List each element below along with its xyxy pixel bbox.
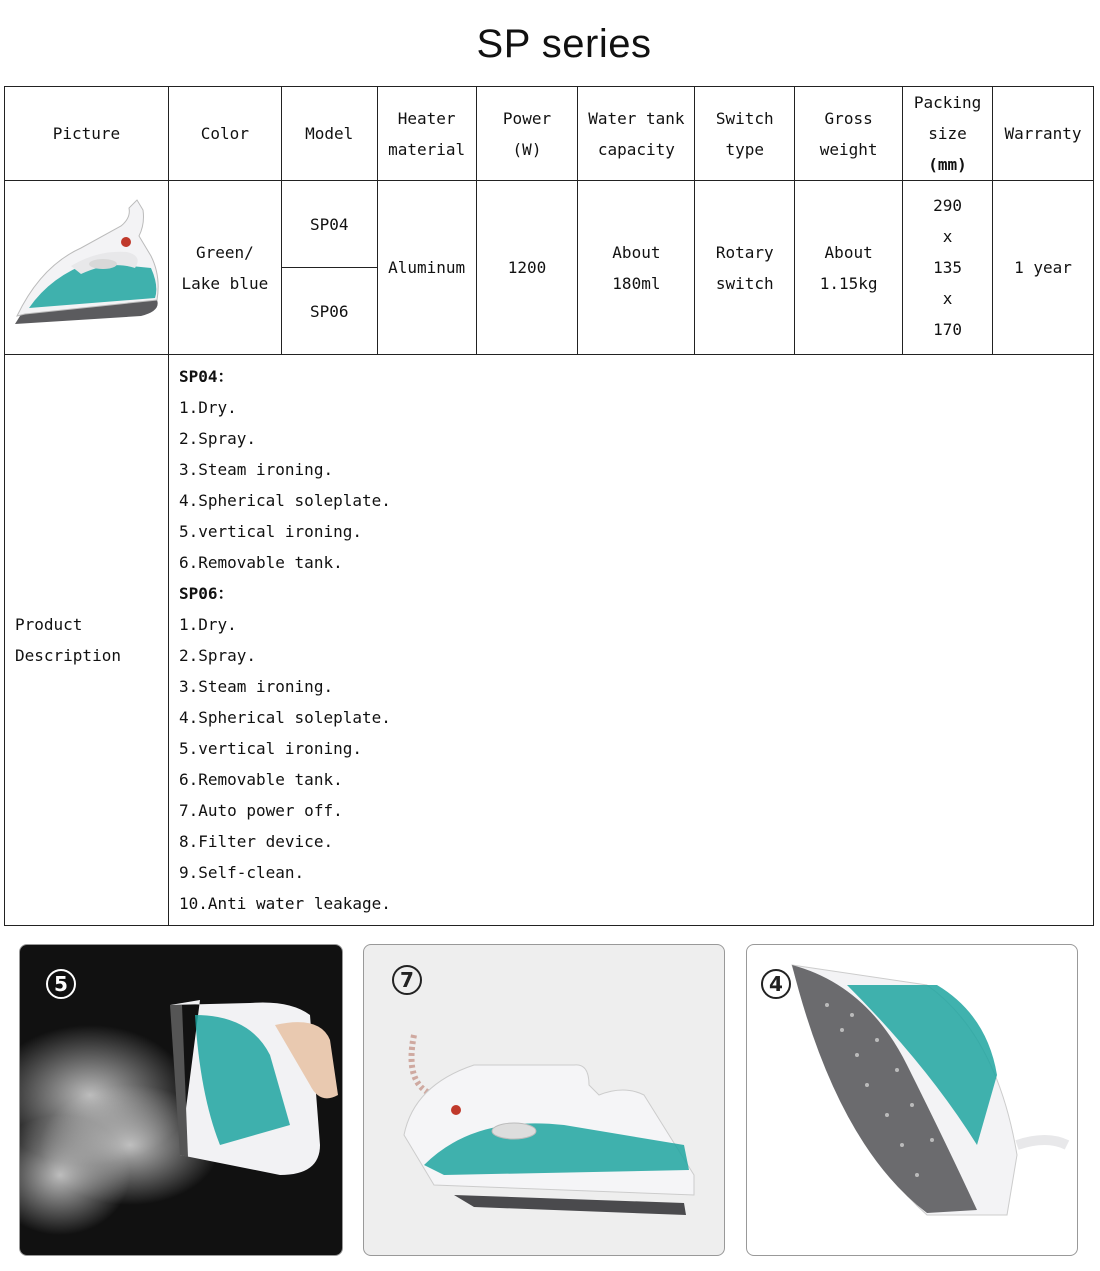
description-label-line2: Description [15, 646, 121, 665]
header-model: Model [281, 87, 377, 181]
sp04-feature: 5.vertical ironing. [178, 522, 362, 541]
packing-cell [903, 181, 993, 355]
page-title: SP series [476, 22, 652, 66]
badge-seven: 7 [392, 965, 422, 995]
header-switch [695, 87, 795, 181]
soleplate-illustration [747, 945, 1077, 1255]
color-line1: Green/ [195, 242, 254, 262]
sp04-feature: 2.Spray. [178, 429, 257, 448]
power-cell: 1200 [476, 181, 578, 355]
sp04-feature: 1.Dry. [178, 398, 237, 417]
sp06-feature: 2.Spray. [178, 646, 257, 665]
header-gross [795, 87, 903, 181]
table-row [5, 181, 1094, 268]
color-line2: Lake blue [181, 273, 269, 293]
description-label-cell [5, 355, 169, 926]
header-switch-line1: Switch [715, 108, 774, 128]
sp04-feature: 6.Removable tank. [178, 553, 343, 572]
switch-line2: switch [715, 273, 774, 293]
tank-cell [578, 181, 695, 355]
side-view-illustration [364, 945, 724, 1255]
sp06-feature: 10.Anti water leakage. [178, 894, 391, 913]
sp06-feature: 5.vertical ironing. [178, 739, 362, 758]
badge-five: 5 [46, 969, 76, 999]
header-switch-line2: type [725, 139, 765, 159]
tank-line2: 180ml [612, 273, 661, 293]
header-tank-line2: capacity [597, 139, 675, 159]
header-gross-line1: Gross [824, 108, 873, 128]
header-packing-line1: Packing [913, 93, 982, 112]
header-warranty: Warranty [993, 87, 1094, 181]
header-tank [578, 87, 695, 181]
heater-cell: Aluminum [377, 181, 476, 355]
sp04-feature: 3.Steam ironing. [178, 460, 334, 479]
header-packing-line3: (mm) [928, 155, 967, 174]
header-power-line1: Power [502, 108, 552, 128]
photo-steam-ironing [19, 944, 343, 1256]
pack-line2: 135 [933, 258, 962, 277]
gross-line1: About [824, 242, 873, 262]
steam-iron-thumbnail [11, 196, 161, 336]
sp06-feature: 3.Steam ironing. [178, 677, 334, 696]
header-heater [377, 87, 476, 181]
sp06-heading: SP06： [178, 584, 234, 603]
sp06-feature: 6.Removable tank. [178, 770, 343, 789]
pack-x1: x [942, 227, 953, 246]
switch-cell [695, 181, 795, 355]
model-sp04-cell: SP04 [281, 181, 377, 268]
header-heater-line2: material [388, 139, 466, 159]
sp06-feature: 7.Auto power off. [178, 801, 343, 820]
sp06-feature: 1.Dry. [178, 615, 237, 634]
sp06-feature: 9.Self-clean. [178, 863, 305, 882]
gross-cell [795, 181, 903, 355]
header-power-line2: (W) [512, 139, 542, 159]
sp06-feature: 4.Spherical soleplate. [178, 708, 391, 727]
model-sp06-cell: SP06 [281, 268, 377, 355]
sp04-feature: 4.Spherical soleplate. [178, 491, 391, 510]
product-picture-cell [5, 181, 169, 355]
header-heater-line1: Heater [397, 108, 456, 128]
switch-line1: Rotary [715, 242, 774, 262]
header-packing [903, 87, 993, 181]
warranty-cell: 1 year [993, 181, 1094, 355]
spec-table [4, 86, 1094, 926]
photo-soleplate-view [746, 944, 1078, 1256]
gross-line2: 1.15kg [819, 273, 878, 293]
pack-line3: 170 [933, 320, 962, 339]
description-row [5, 355, 1094, 926]
header-tank-line1: Water tank [588, 108, 685, 128]
header-gross-line2: weight [819, 139, 878, 159]
photo-side-view [363, 944, 725, 1256]
badge-four: 4 [761, 969, 791, 999]
pack-x2: x [942, 289, 953, 308]
description-body-cell [168, 355, 1093, 926]
header-power [476, 87, 578, 181]
color-cell [168, 181, 281, 355]
table-header-row [5, 87, 1094, 181]
header-picture: Picture [5, 87, 169, 181]
header-packing-line2: size [928, 124, 967, 143]
sp04-heading: SP04： [178, 367, 234, 386]
pack-line1: 290 [933, 196, 962, 215]
tank-line1: About [612, 242, 661, 262]
header-color: Color [168, 87, 281, 181]
description-label-line1: Product [15, 615, 83, 634]
sp06-feature: 8.Filter device. [178, 832, 334, 851]
